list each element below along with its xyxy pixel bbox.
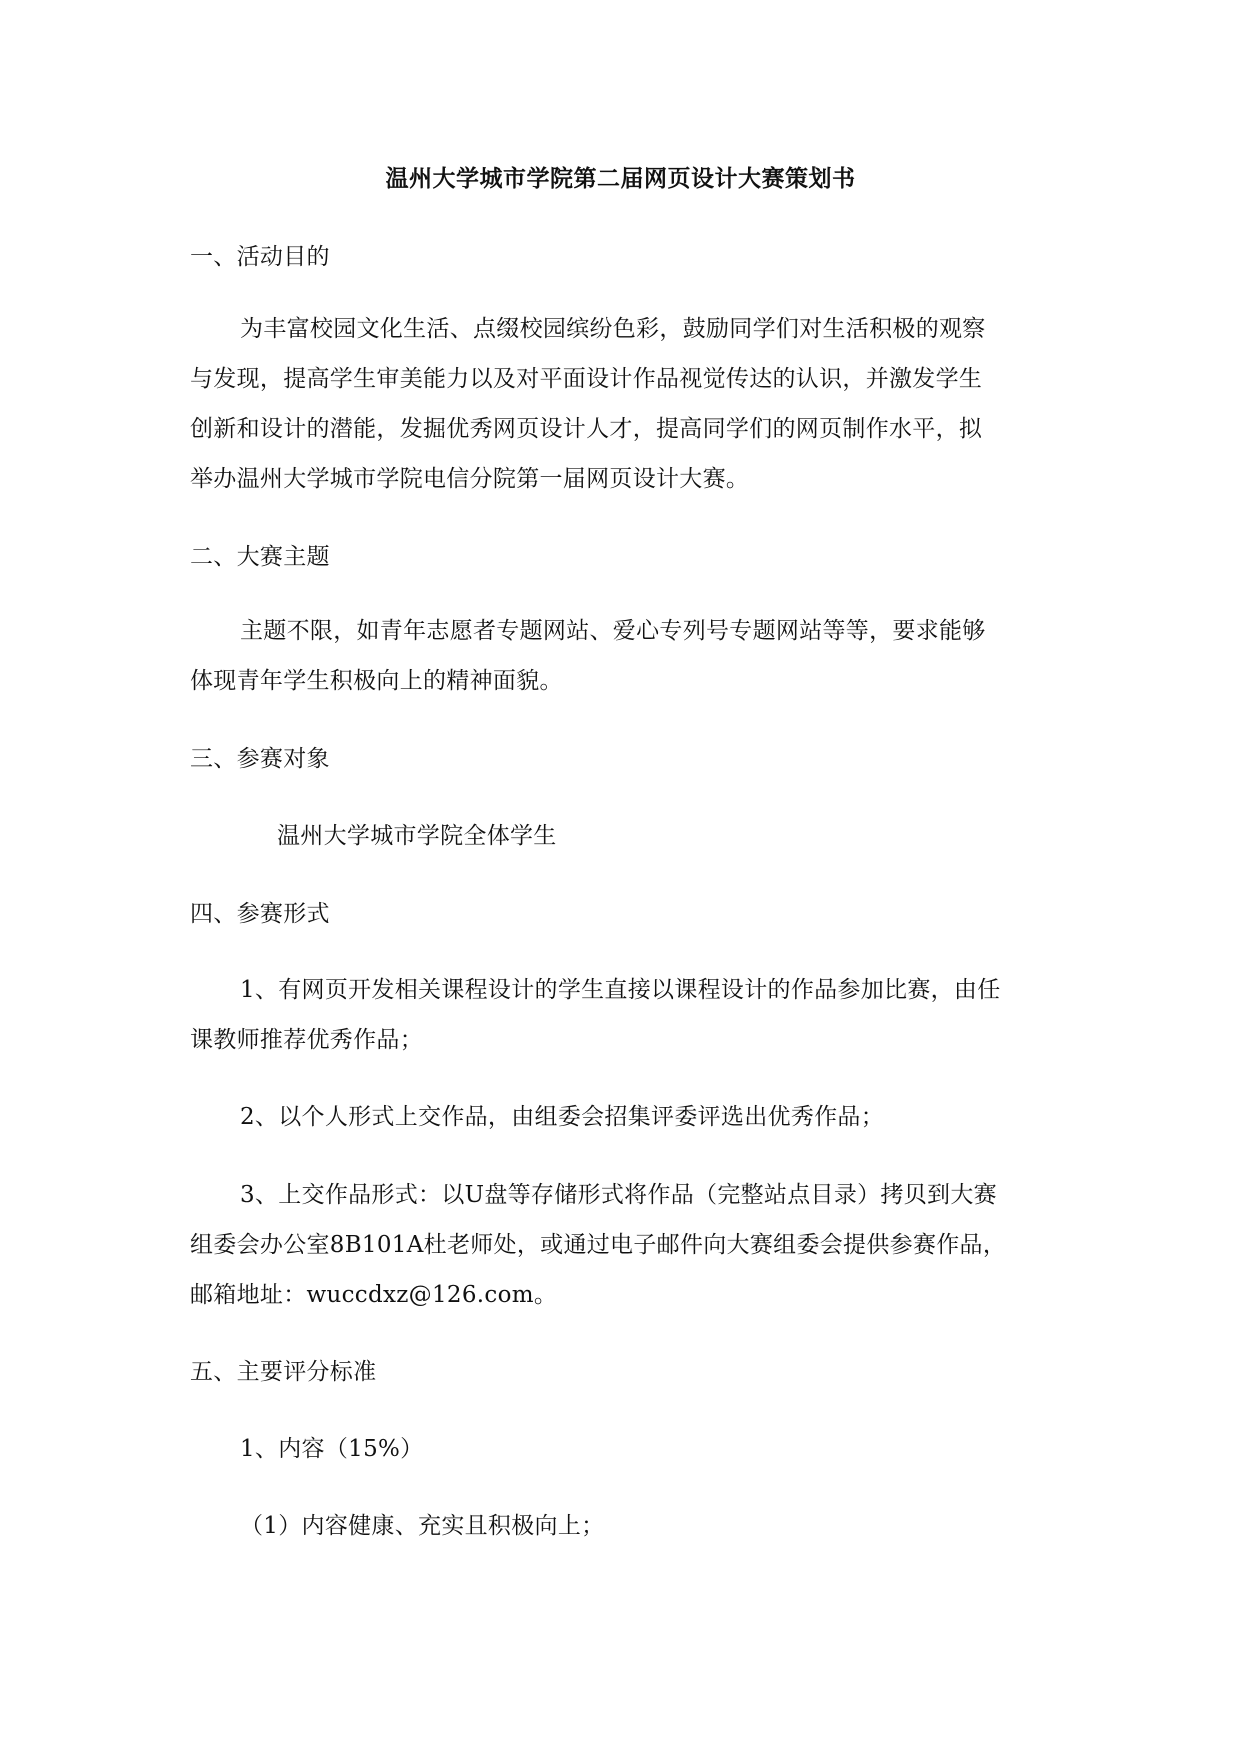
list-item-line: 邮箱地址：wuccdxz@126.com。 — [190, 1282, 558, 1308]
paragraph-line: 举办温州大学城市学院电信分院第一届网页设计大赛。 — [190, 466, 750, 492]
list-item-line: 1、有网页开发相关课程设计的学生直接以课程设计的作品参加比赛，由任 — [240, 977, 1001, 1003]
paragraph-line: 温州大学城市学院全体学生 — [277, 823, 557, 849]
paragraph-line: 体现青年学生积极向上的精神面貌。 — [190, 668, 563, 694]
list-item-line: 课教师推荐优秀作品； — [190, 1027, 423, 1053]
list-item-line: （1）内容健康、充实且积极向上； — [240, 1513, 605, 1539]
paragraph-line: 与发现，提高学生审美能力以及对平面设计作品视觉传达的认识，并激发学生 — [190, 366, 983, 392]
section-heading-participants: 三、参赛对象 — [190, 746, 330, 772]
paragraph-line: 主题不限，如青年志愿者专题网站、爱心专列号专题网站等等，要求能够 — [240, 618, 986, 644]
section-heading-theme: 二、大赛主题 — [190, 544, 330, 570]
list-item-line: 1、内容（15%） — [240, 1436, 424, 1462]
section-heading-criteria: 五、主要评分标准 — [190, 1359, 377, 1385]
section-heading-format: 四、参赛形式 — [190, 901, 330, 927]
paragraph-line: 创新和设计的潜能，发掘优秀网页设计人才，提高同学们的网页制作水平，拟 — [190, 416, 983, 442]
paragraph-line: 为丰富校园文化生活、点缀校园缤纷色彩，鼓励同学们对生活积极的观察 — [240, 316, 986, 342]
document-title: 温州大学城市学院第二届网页设计大赛策划书 — [385, 165, 856, 192]
list-item-line: 组委会办公室8B101A杜老师处，或通过电子邮件向大赛组委会提供参赛作品， — [190, 1232, 1007, 1258]
list-item-line: 2、以个人形式上交作品，由组委会招集评委评选出优秀作品； — [240, 1104, 885, 1130]
section-heading-purpose: 一、活动目的 — [190, 244, 330, 270]
list-item-line: 3、上交作品形式：以U盘等存储形式将作品（完整站点目录）拷贝到大赛 — [240, 1182, 997, 1208]
